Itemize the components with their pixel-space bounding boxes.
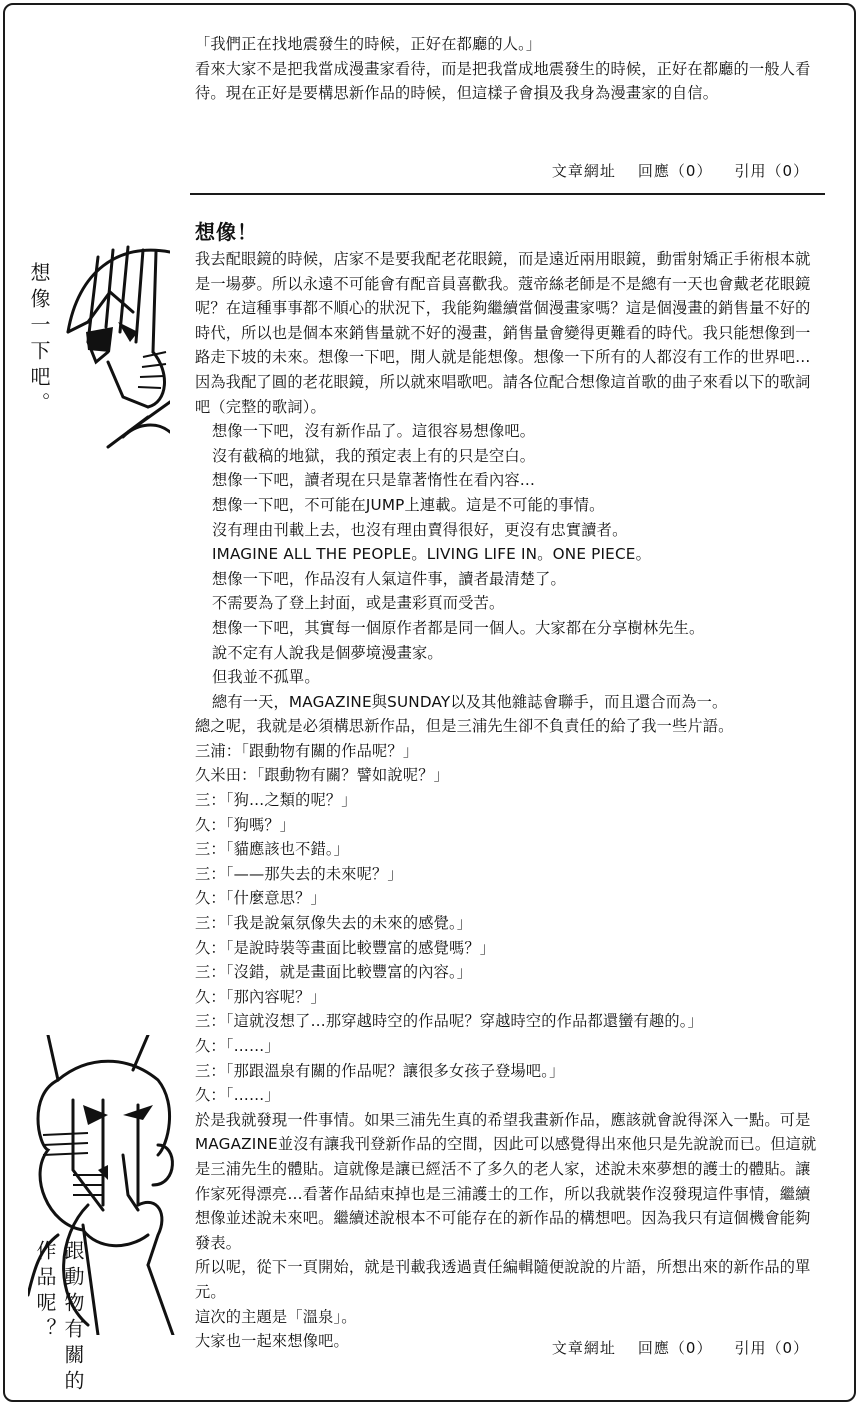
post2-intro: 我去配眼鏡的時候，店家不是要我配老花眼鏡，而是遠近兩用眼鏡，動雷射矯正手術根本就是一場夢。所以永遠不可能會有配音員喜歡我。蔻帝絲老師是不是總有一天也會戴老花眼鏡呢？在這種事事都不順心的狀況下，我能夠繼續當個漫畫家嗎？這是個漫畫的銷售量不好的時代，所以也是個本來銷售量就不好的漫畫，銷售量會變得更難看的時代。我只能想像到一路走下坡的未來。想像一下吧，閒人就是能想像。想像一下所有的人都沒有工作的世界吧…因為我配了圓的老花眼鏡，所以就來唱歌吧。請各位配合想像這首歌的曲子來看以下的歌詞吧（完整的歌詞）。 <box>195 250 811 416</box>
post2-body <box>195 247 825 1354</box>
post2-outro: 於是我就發現一件事情。如果三浦先生真的希望我畫新作品，應該就會說得深入一點。可是MAGAZINE並沒有讓我刊登新作品的空間，因此可以感覺得出來他只是先說說而已。但這就是三浦先生的體貼。這就像是讓已經活不了多久的老人家，述說未來夢想的護士的體貼。讓作家死得漂亮…看著作品結束掉也是三浦護士的工作，所以我就裝作沒發現這件事情，繼續想像並述說未來吧。繼續述說根本不可能存在的新作品的構想吧。因為我只有這個機會能夠發表。 <box>195 1110 817 1252</box>
replies-link[interactable]: 回應（0） <box>637 1339 713 1357</box>
dialogue-line: 久：「狗嗎？」 <box>195 815 296 834</box>
post1-footer <box>552 160 809 181</box>
post2-outro: 大家也一起來想像吧。 <box>195 1332 349 1351</box>
permalink-link[interactable]: 文章網址 <box>551 162 616 180</box>
lyric-line: 但我並不孤單。 <box>212 668 320 687</box>
caption-animal-line1: 跟動物有關的 <box>61 1240 85 1396</box>
post1-paragraph: 看來大家不是把我當成漫畫家看待，而是把我當成地震發生的時候，正好在都廳的一般人看待。現在正好是要構思新作品的時候，但這樣子會損及我身為漫畫家的自信。 <box>195 59 811 103</box>
post2-footer <box>552 1337 809 1358</box>
lyric-line: 說不定有人說我是個夢境漫畫家。 <box>212 643 443 662</box>
dialogue-line: 三：「這就沒想了…那穿越時空的作品呢？穿越時空的作品都還蠻有趣的。」 <box>195 1012 703 1031</box>
post-divider <box>190 193 825 195</box>
caption-imagine: 想像一下吧。 <box>27 262 51 418</box>
trackbacks-link[interactable]: 引用（0） <box>734 1339 809 1357</box>
dialogue-line: 三：「沒錯，就是畫面比較豐富的內容。」 <box>195 963 473 982</box>
dialogue-line: 三：「我是說氣氛像失去的未來的感覺。」 <box>195 914 473 933</box>
lyric-line: 想像一下吧，沒有新作品了。這很容易想像吧。 <box>212 422 536 441</box>
lyric-line: IMAGINE ALL THE PEOPLE。LIVING LIFE IN。ONE PIECE。 <box>212 545 651 564</box>
lyric-line: 想像一下吧，不可能在JUMP上連載。這是不可能的事情。 <box>212 495 605 514</box>
post1-paragraph: 「我們正在找地震發生的時候，正好在都廳的人。」 <box>195 35 542 53</box>
post1-body <box>195 32 825 106</box>
dialogue-line: 三：「——那失去的未來呢？」 <box>195 864 403 883</box>
lyric-line: 想像一下吧，作品沒有人氣這件事，讀者最清楚了。 <box>212 569 566 588</box>
replies-link[interactable]: 回應（0） <box>637 162 713 180</box>
dialogue-line: 三浦：「跟動物有關的作品呢？」 <box>195 741 419 760</box>
character-glasses-illustration <box>58 232 170 452</box>
dialogue-line: 久：「是說時裝等畫面比較豐富的感覺嗎？」 <box>195 938 496 957</box>
lyric-line: 總有一天，MAGAZINE與SUNDAY以及其他雜誌會聯手，而且還合而為一。 <box>212 692 728 711</box>
dialogue-line: 久：「那內容呢？」 <box>195 987 326 1006</box>
lyrics-block <box>195 419 825 714</box>
post2-outro: 所以呢，從下一頁開始，就是刊載我透過責任編輯隨便說說的片語，所想出來的新作品的單元。 <box>195 1258 811 1301</box>
dialogue-line: 三：「狗…之類的呢？」 <box>195 791 357 810</box>
dialogue-line: 久：「什麼意思？」 <box>195 889 326 908</box>
caption-animal-line2: 作品呢？ <box>33 1240 57 1344</box>
lyric-line: 沒有理由刊載上去，也沒有理由賣得很好，更沒有忠實讀者。 <box>212 520 628 539</box>
dialogue-line: 久：「……」 <box>195 1037 280 1055</box>
trackbacks-link[interactable]: 引用（0） <box>734 162 809 180</box>
dialogue-line: 三：「貓應該也不錯。」 <box>195 840 350 859</box>
post2-outro: 這次的主題是「溫泉」。 <box>195 1307 357 1326</box>
dialogue-line: 三：「那跟溫泉有關的作品呢？讓很多女孩子登場吧。」 <box>195 1061 565 1080</box>
lyric-line: 想像一下吧，其實每一個原作者都是同一個人。大家都在分享樹林先生。 <box>212 618 705 637</box>
post2-title: 想像！ <box>195 220 258 244</box>
lyric-line: 沒有截稿的地獄，我的預定表上有的只是空白。 <box>212 446 536 465</box>
lyric-line: 想像一下吧，讀者現在只是靠著惰性在看內容… <box>212 471 536 490</box>
dialogue-line: 久米田：「跟動物有關？譬如說呢？」 <box>195 766 449 785</box>
lyric-line: 不需要為了登上封面，或是畫彩頁而受苦。 <box>212 594 505 613</box>
permalink-link[interactable]: 文章網址 <box>551 1339 616 1357</box>
dialogue-line: 久：「……」 <box>195 1086 280 1105</box>
post2-bridge: 總之呢，我就是必須構思新作品，但是三浦先生卻不負責任的給了我一些片語。 <box>195 717 734 736</box>
